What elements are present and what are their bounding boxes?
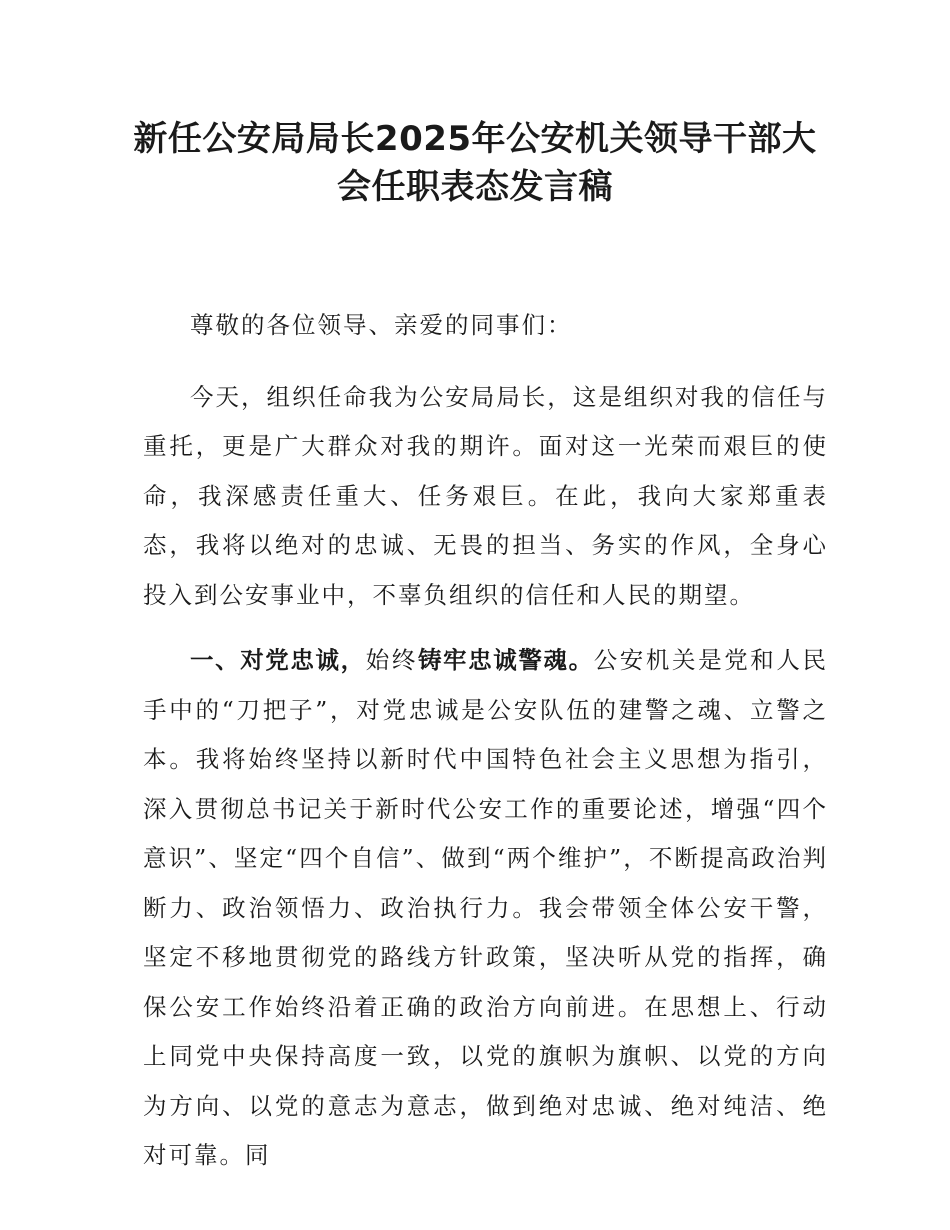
- title-line-1: 新任公安局局长2025年公安机关领导干部大: [133, 119, 817, 159]
- title-line-2: 会任职表态发言稿: [337, 167, 613, 207]
- section-1: [143, 636, 828, 1181]
- section-1-heading-c: 铸牢忠诚警魂。: [417, 646, 594, 674]
- document-title: [100, 115, 850, 211]
- greeting: 尊敬的各位领导、亲爱的同事们：: [190, 311, 573, 339]
- section-1-heading-b: 始终: [365, 646, 418, 674]
- section-1-heading-a: 一、对党忠诚，: [190, 646, 366, 674]
- paragraph-intro: 今天，组织任命我为公安局局长，这是组织对我的信任与重托，更是广大群众对我的期许。面对这一光荣而艰巨的使命，我深感责任重大、任务艰巨。在此，我向大家郑重表态，我将以绝对的忠诚、无畏的担当、务实的作风，全身心投入到公安事业中，不辜负组织的信任和人民的期望。: [143, 382, 828, 609]
- document-body: [143, 301, 828, 1197]
- section-1-text: 公安机关是党和人民手中的“刀把子”，对党忠诚是公安队伍的建警之魂、立警之本。我将始终坚持以新时代中国特色社会主义思想为指引，深入贯彻总书记关于新时代公安工作的重要论述，增强“四个意识”、坚定“四个自信”、做到“两个维护”，不断提高政治判断力、政治领悟力、政治执行力。我会带领全体公安干警，坚定不移地贯彻党的路线方针政策，坚决听从党的指挥，确保公安工作始终沿着正确的政治方向前进。在思想上、行动上同党中央保持高度一致，以党的旗帜为旗帜、以党的方向为方向、以党的意志为意志，做到绝对忠诚、绝对纯洁、绝对可靠。同: [143, 646, 829, 1169]
